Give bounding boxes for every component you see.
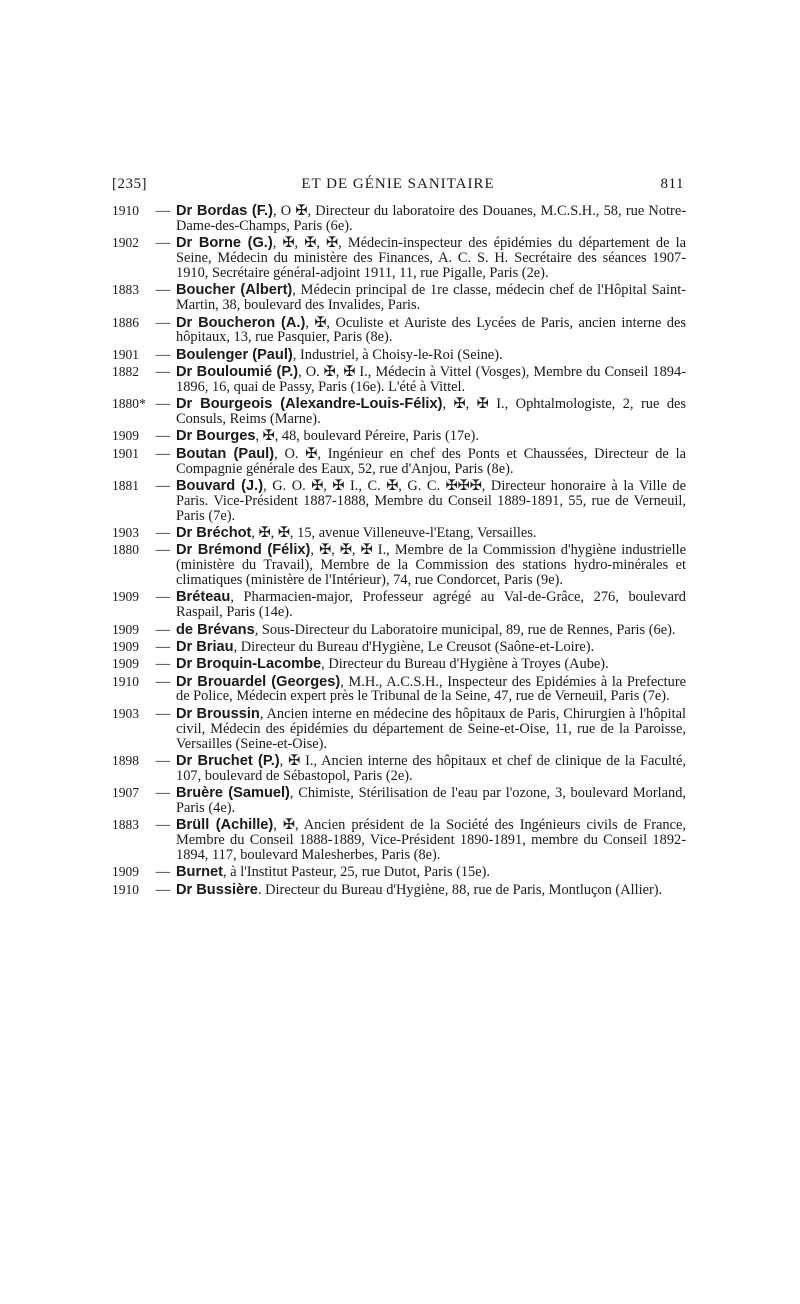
entry-description: , Industriel, à Choisy-le-Roi (Seine).: [292, 346, 503, 363]
entry-dash: —: [155, 445, 171, 462]
list-item: [112, 883, 686, 898]
entry-description: , ✠ I., Ancien interne des hôpitaux et chef de clinique de la Faculté, 107, boulevard de Sébastopol, Paris (2e).: [176, 752, 686, 784]
entry-year: 1883: [112, 817, 139, 833]
entry-name: Dr Bréchot: [176, 525, 252, 542]
list-item: [112, 675, 686, 705]
entry-body: [176, 865, 686, 880]
entry-year: 1901: [112, 445, 139, 461]
entry-description: , Médecin principal de 1re classe, médecin chef de l'Hôpital Saint-Martin, 38, boulevard des Invalides, Paris.: [176, 282, 687, 314]
entry-year: 1902: [112, 235, 139, 251]
list-item: [112, 316, 686, 346]
entry-description: , ✠, 48, boulevard Péreire, Paris (17e).: [255, 428, 479, 445]
entry-dash: —: [155, 396, 171, 413]
entry-year: 1883: [112, 282, 139, 298]
entry-year: 1901: [112, 346, 139, 362]
entry-body: [176, 365, 686, 395]
entry-body: [176, 236, 686, 281]
page-reference: [235]: [112, 176, 147, 192]
entry-dash: —: [155, 477, 171, 494]
entry-description: , ✠, Oculiste et Auriste des Lycées de Paris, ancien interne des hôpitaux, 13, rue Pasquier, Paris (8e).: [176, 314, 686, 346]
entry-year: 1909: [112, 656, 139, 672]
entry-dash: —: [155, 621, 171, 638]
entry-body: [176, 283, 686, 313]
entry-name: Bréteau: [176, 589, 231, 606]
entry-name: Boulenger (Paul): [176, 346, 293, 363]
list-item: [112, 543, 686, 588]
list-item: [112, 365, 686, 395]
entry-description: , ✠, ✠ I., Ophtalmologiste, 2, rue des Consuls, Reims (Marne).: [176, 396, 687, 428]
list-item: [112, 283, 686, 313]
list-item: [112, 657, 686, 672]
entry-name: Bouvard (J.): [176, 477, 264, 494]
list-item: [112, 447, 686, 477]
entry-name: de Brévans: [176, 621, 255, 638]
entry-dash: —: [155, 785, 171, 802]
list-item: [112, 786, 686, 816]
entry-name: Boucher (Albert): [176, 282, 293, 299]
list-item: [112, 397, 686, 427]
entry-description: , à l'Institut Pasteur, 25, rue Dutot, Paris (15e).: [223, 864, 491, 881]
entry-description: , ✠, ✠, ✠ I., Membre de la Commission d'hygiène industrielle (ministère du Travail), Membre de la Commission des stations hydro-minérales et climatiques (ministère de l'Intérieur), 74, rue Condorcet, Paris (9e).: [176, 542, 686, 589]
list-item: [112, 526, 686, 541]
entry-name: Dr Bordas (F.): [176, 203, 273, 219]
entry-year: 1910: [112, 673, 139, 689]
list-item: [112, 348, 686, 363]
entry-body: [176, 429, 686, 444]
entry-body: [176, 883, 686, 898]
entry-dash: —: [155, 752, 171, 769]
entry-description: , ✠, ✠, 15, avenue Villeneuve-l'Etang, Versailles.: [251, 525, 537, 542]
entry-body: [176, 348, 686, 363]
entry-year: 1903: [112, 525, 139, 541]
entry-name: Dr Briau: [176, 638, 234, 655]
entry-description: . Directeur du Bureau d'Hygiène, 88, rue de Paris, Montluçon (Allier).: [257, 881, 663, 898]
page-number: 811: [660, 176, 684, 192]
entry-dash: —: [155, 881, 171, 898]
list-item: [112, 818, 686, 863]
entry-dash: —: [155, 428, 171, 445]
entry-body: [176, 447, 686, 477]
entry-description: , Directeur du Bureau d'Hygiène, Le Creusot (Saône-et-Loire).: [233, 638, 595, 655]
running-title: ET DE GÉNIE SANITAIRE: [301, 176, 495, 192]
entry-dash: —: [155, 235, 171, 252]
list-item: [112, 590, 686, 620]
entry-dash: —: [155, 817, 171, 834]
entry-year: 1910: [112, 203, 139, 218]
entry-body: [176, 754, 686, 784]
list-item: [112, 640, 686, 655]
entry-description: , ✠, ✠, ✠, Médecin-inspecteur des épidémies du département de la Seine, Médecin du ministère des Finances, A. C. S. H. Secrétaire des séances 1907-1910, Secrétaire général-adjoint 1911, 11, rue Pigalle, Paris (2e).: [176, 235, 686, 282]
entry-name: Dr Broussin: [176, 705, 260, 722]
entry-name: Dr Bussière: [176, 881, 258, 898]
entry-year: 1881: [112, 477, 139, 493]
list-item: [112, 479, 686, 524]
list-item: [112, 754, 686, 784]
entry-body: [176, 657, 686, 672]
entry-name: Dr Brouardel (Georges): [176, 673, 341, 690]
entry-name: Bruère (Samuel): [176, 785, 290, 802]
list-item: [112, 429, 686, 444]
entry-body: [176, 640, 686, 655]
entry-name: Dr Bruchet (P.): [176, 752, 280, 769]
entry-year: 1909: [112, 428, 139, 444]
entry-body: [176, 204, 686, 234]
entry-name: Burnet: [176, 864, 224, 881]
list-item: [112, 236, 686, 281]
entry-dash: —: [155, 673, 171, 690]
entry-dash: —: [155, 314, 171, 331]
entry-name: Dr Brémond (Félix): [176, 542, 311, 559]
entry-name: Dr Boucheron (A.): [176, 314, 306, 331]
entry-year: 1880*: [112, 396, 146, 412]
entry-description: , Ancien interne en médecine des hôpitaux de Paris, Chirurgien à l'hôpital civil, Médecin des épidémies du département de Seine-et-Oise, 11, rue de la Paroisse, Versailles (Seine-et-Oise).: [176, 705, 687, 752]
entry-body: [176, 675, 686, 705]
list-item: [112, 707, 686, 752]
entry-dash: —: [155, 542, 171, 559]
entry-name: Dr Borne (G.): [176, 235, 273, 252]
entry-description: , Chimiste, Stérilisation de l'eau par l'ozone, 3, boulevard Morland, Paris (4e).: [176, 785, 687, 816]
entry-description: , O. ✠, ✠ I., Médecin à Vittel (Vosges), Membre du Conseil 1894-1896, 16, quai de Passy, Paris (16e). L'été à Vittel.: [176, 364, 686, 395]
list-item: [112, 623, 686, 638]
entry-year: 1886: [112, 314, 139, 330]
entry-description: , G. O. ✠, ✠ I., C. ✠, G. C. ✠✠✠, Directeur honoraire à la Ville de Paris. Vice-Président 1887-1888, Membre du Conseil 1889-1891, 55, rue de Verneuil, Paris (7e).: [176, 477, 687, 524]
entry-year: 1880: [112, 542, 139, 558]
entry-year: 1910: [112, 881, 139, 897]
entry-body: [176, 316, 686, 346]
list-item: [112, 204, 686, 234]
entry-description: , ✠, Ancien président de la Société des Ingénieurs civils de France, Membre du Conseil 1888-1889, Vice-Président 1890-1891, membre du Conseil 1892-1894, 117, boulevard Malesherbes, Paris (8e).: [176, 817, 686, 864]
entry-description: , M.H., A.C.S.H., Inspecteur des Epidémies à la Prefecture de Police, Médecin expert près le Tribunal de la Seine, 47, rue de Verneuil, Paris (7e).: [176, 673, 687, 705]
entry-dash: —: [155, 346, 171, 363]
entry-body: [176, 590, 686, 620]
entry-name: Dr Broquin-Lacombe: [176, 656, 322, 673]
entry-body: [176, 526, 686, 541]
entry-year: 1882: [112, 364, 139, 380]
entry-body: [176, 479, 686, 524]
entry-body: [176, 543, 686, 588]
entry-name: Dr Bouloumié (P.): [176, 364, 299, 381]
entry-body: [176, 707, 686, 752]
entry-description: , O ✠, Directeur du laboratoire des Douanes, M.C.S.H., 58, rue Notre-Dame-des-Champs, Paris (6e).: [176, 203, 686, 234]
entry-body: [176, 397, 686, 427]
entry-year: 1909: [112, 638, 139, 654]
entry-name: Boutan (Paul): [176, 445, 275, 462]
entry-dash: —: [155, 203, 171, 219]
entry-year: 1909: [112, 589, 139, 605]
entry-name: Brüll (Achille): [176, 817, 274, 834]
entry-dash: —: [155, 282, 171, 299]
entry-year: 1909: [112, 864, 139, 880]
running-head: [112, 176, 684, 196]
entry-description: , Pharmacien-major, Professeur agrégé au Val-de-Grâce, 276, boulevard Raspail, Paris (14e).: [176, 589, 686, 621]
entry-dash: —: [155, 364, 171, 381]
entry-dash: —: [155, 638, 171, 655]
entry-dash: —: [155, 705, 171, 722]
entry-body: [176, 818, 686, 863]
entry-dash: —: [155, 656, 171, 673]
entry-year: 1909: [112, 621, 139, 637]
entry-description: , Sous-Directeur du Laboratoire municipal, 89, rue de Rennes, Paris (6e).: [254, 621, 676, 638]
entry-name: Dr Bourgeois (Alexandre-Louis-Félix): [176, 396, 443, 413]
entry-dash: —: [155, 525, 171, 542]
member-list: [112, 204, 686, 900]
entry-dash: —: [155, 864, 171, 881]
entry-description: , O. ✠, Ingénieur en chef des Ponts et Chaussées, Directeur de la Compagnie générale des Eaux, 52, rue d'Anjou, Paris (8e).: [176, 445, 686, 477]
entry-year: 1898: [112, 752, 139, 768]
list-item: [112, 865, 686, 880]
entry-body: [176, 623, 686, 638]
entry-description: , Directeur du Bureau d'Hygiène à Troyes (Aube).: [321, 656, 609, 673]
entry-name: Dr Bourges: [176, 428, 256, 445]
entry-year: 1903: [112, 705, 139, 721]
entry-body: [176, 786, 686, 816]
entry-dash: —: [155, 589, 171, 606]
entry-year: 1907: [112, 785, 139, 801]
